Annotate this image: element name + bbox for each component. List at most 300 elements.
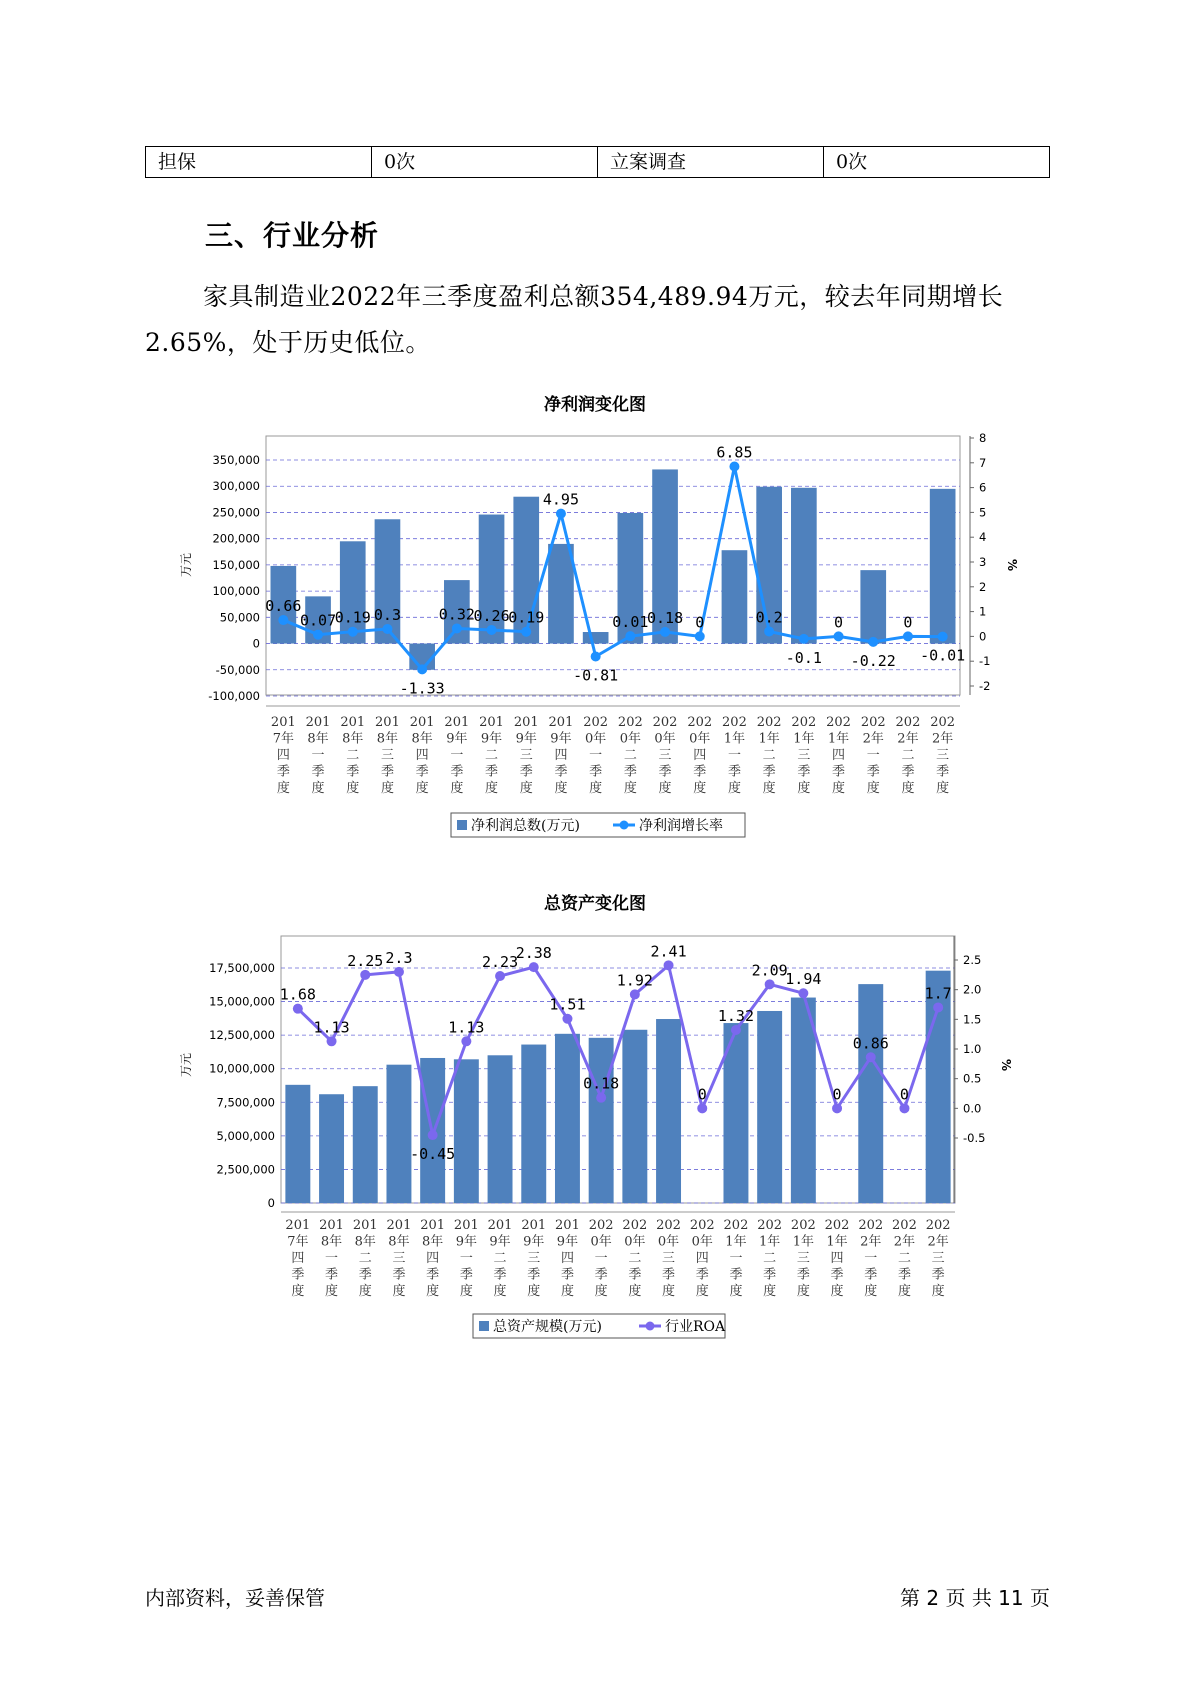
line-point	[868, 637, 878, 647]
x-tick-label-line: 201	[521, 1218, 547, 1233]
bar	[285, 1085, 310, 1203]
x-tick-label-line: 度	[554, 781, 568, 796]
x-tick-label-line: 8年	[388, 1234, 410, 1250]
data-label: 0	[834, 613, 844, 632]
x-tick-label-line: 8年	[342, 731, 364, 747]
bar	[589, 1038, 614, 1203]
x-tick-label-line: 9年	[446, 731, 468, 747]
data-label: 1.32	[717, 1007, 755, 1026]
x-tick-label-line: 201	[270, 715, 296, 730]
x-tick-label-line: 度	[459, 1284, 473, 1299]
x-tick-label-line: 度	[866, 781, 880, 796]
x-tick-label-line: 201	[305, 715, 331, 730]
y2-tick-label: 0.5	[963, 1071, 982, 1086]
data-label: 1.92	[616, 971, 653, 990]
x-tick-label-line: 0年	[585, 731, 607, 747]
x-tick-label-line: 0年	[691, 1234, 713, 1250]
x-tick-label-line: 度	[380, 781, 394, 796]
x-tick-label-line: 202	[617, 715, 643, 730]
x-tick-label-line: 度	[931, 1284, 945, 1299]
data-label: 0.32	[438, 605, 475, 624]
legend	[473, 1314, 726, 1338]
net-profit-chart	[0, 390, 1191, 850]
y2-axis-label: %	[1005, 558, 1019, 572]
total-assets-chart	[0, 890, 1191, 1340]
y2-tick-label: 1.5	[963, 1012, 982, 1027]
x-tick-label-line: 0年	[624, 1234, 646, 1250]
x-tick-label-line: 四	[415, 748, 429, 763]
x-tick-label-line: 季	[662, 1267, 676, 1283]
x-tick-label-line: 三	[392, 1251, 406, 1266]
x-tick-label	[306, 715, 331, 796]
y-axis-label: 万元	[179, 552, 193, 578]
x-tick-label-line: 202	[756, 715, 782, 730]
y2-tick-label: 8	[979, 431, 987, 445]
x-tick-label-line: 季	[450, 764, 464, 780]
legend-item-bar: 总资产规模(万元)	[493, 1319, 602, 1335]
x-tick-label-line: 度	[832, 781, 846, 796]
y-tick-label: -100,000	[208, 689, 260, 703]
x-tick-label-line: 四	[832, 748, 846, 763]
x-tick-label-line: 202	[930, 715, 956, 730]
x-tick-label	[353, 1218, 378, 1299]
x-tick-label	[858, 1218, 883, 1299]
x-tick-label	[271, 715, 296, 796]
x-tick-label-line: 二	[358, 1251, 372, 1266]
line-point	[278, 615, 288, 625]
x-tick-label-line: 季	[796, 1267, 810, 1283]
x-tick-label-line: 202	[860, 715, 886, 730]
x-tick-label-line: 季	[866, 764, 880, 780]
x-tick-label-line: 季	[519, 764, 533, 780]
x-tick-label-line: 度	[589, 781, 603, 796]
x-tick-label	[340, 715, 365, 796]
x-tick-label-line: 1年	[725, 1234, 747, 1250]
x-tick-label-line: 202	[790, 1218, 816, 1233]
y2-tick-label: -2	[979, 679, 991, 693]
x-tick-label-line: 度	[658, 781, 672, 796]
x-tick-label-line: 度	[527, 1284, 541, 1299]
y-tick-label: 200,000	[212, 531, 260, 546]
legend-swatch-point	[646, 1322, 655, 1331]
data-label: 0.07	[299, 611, 337, 630]
x-tick-label-line: 9年	[523, 1234, 545, 1250]
x-tick-label	[690, 1218, 715, 1299]
total-assets-chart-svg	[0, 890, 1191, 1340]
legend	[451, 813, 745, 837]
x-tick-label	[653, 715, 678, 796]
x-tick-label	[555, 1218, 580, 1299]
x-tick-label-line: 度	[897, 1284, 911, 1299]
x-tick-label-line: 季	[554, 764, 568, 780]
x-tick-label-line: 202	[824, 1218, 850, 1233]
y-tick-label: 2,500,000	[216, 1162, 275, 1177]
x-tick-label-line: 度	[623, 781, 637, 796]
line-point	[903, 631, 913, 641]
data-label: 0	[903, 613, 913, 632]
y2-tick-label: 4	[979, 530, 987, 545]
y2-axis-label: %	[999, 1058, 1013, 1072]
table-cell: 立案调查	[598, 147, 824, 178]
x-tick-label	[375, 715, 400, 796]
x-tick-label-line: 度	[594, 1284, 608, 1299]
x-tick-label	[656, 1218, 681, 1299]
x-tick-label-line: 度	[830, 1284, 844, 1299]
x-tick-label-line: 三	[662, 1251, 676, 1266]
line-point	[360, 970, 370, 980]
bar	[930, 489, 956, 644]
x-tick-label-line: 季	[830, 1267, 844, 1283]
data-label: 1.7	[924, 984, 952, 1003]
x-tick-label-line: 季	[695, 1267, 709, 1283]
x-tick-label	[420, 1218, 445, 1299]
x-tick-label-line: 季	[693, 764, 707, 780]
x-tick-label	[454, 1218, 479, 1299]
x-tick-label-line: 度	[325, 1284, 339, 1299]
line-point	[596, 1093, 606, 1103]
y2-tick-label: -1	[979, 654, 991, 669]
x-tick-label	[926, 1218, 951, 1299]
x-tick-label-line: 7年	[272, 731, 294, 747]
y-tick-label: 350,000	[212, 453, 260, 467]
line-point	[697, 1103, 707, 1113]
x-tick-label	[410, 715, 435, 796]
x-tick-label-line: 三	[380, 748, 394, 763]
line-point	[899, 1103, 909, 1113]
y-tick-label: 0	[252, 636, 260, 651]
line-point	[866, 1052, 876, 1062]
x-tick-label-line: 8年	[354, 1234, 376, 1250]
x-tick-label	[479, 715, 504, 796]
x-tick-label-line: 201	[513, 715, 539, 730]
x-tick-label-line: 度	[628, 1284, 642, 1299]
x-tick-label-line: 季	[380, 764, 394, 780]
data-label: -0.01	[920, 646, 966, 665]
x-tick-label-line: 四	[554, 748, 568, 763]
x-tick-label-line: 四	[291, 1251, 305, 1266]
x-tick-label	[757, 715, 782, 796]
x-tick-label-line: 季	[276, 764, 290, 780]
x-tick-label-line: 一	[594, 1251, 608, 1266]
line-point	[529, 962, 539, 972]
x-tick-label-line: 1年	[758, 731, 780, 747]
x-tick-label-line: 一	[459, 1251, 473, 1266]
x-tick-label-line: 一	[864, 1251, 878, 1266]
data-label: 1.51	[549, 995, 586, 1014]
x-tick-label-line: 201	[479, 715, 504, 730]
x-tick-label	[791, 715, 816, 796]
line-point	[461, 1036, 471, 1046]
y-tick-label: 50,000	[219, 610, 260, 625]
x-tick-label	[521, 1218, 546, 1299]
data-label: 0.86	[852, 1034, 889, 1053]
data-label: 2.3	[385, 948, 413, 967]
data-label: -0.22	[850, 651, 896, 670]
bar	[548, 544, 574, 644]
x-tick-label-line: 季	[325, 1267, 339, 1283]
x-tick-label-line: 202	[722, 715, 747, 730]
y-tick-label: 12,500,000	[209, 1028, 275, 1043]
x-tick-label-line: 季	[832, 764, 846, 780]
x-tick-label-line: 1年	[792, 1234, 814, 1250]
y2-tick-label: 2.0	[963, 982, 982, 997]
y2-tick-label: 3	[979, 555, 987, 569]
x-tick-label-line: 201	[386, 1218, 412, 1233]
x-tick-label-line: 0年	[654, 731, 676, 747]
x-tick-label-line: 季	[594, 1267, 608, 1283]
x-tick-label	[861, 715, 886, 796]
x-tick-label-line: 一	[729, 1251, 743, 1266]
x-tick-label-line: 度	[797, 781, 811, 796]
line-point	[938, 632, 948, 642]
x-tick-label-line: 201	[548, 715, 574, 730]
x-tick-label-line: 季	[527, 1267, 541, 1283]
line-point	[521, 627, 531, 637]
line-point	[695, 631, 705, 641]
x-tick-label	[622, 1218, 647, 1299]
x-tick-label	[892, 1218, 917, 1299]
x-tick-label-line: 度	[519, 781, 533, 796]
x-tick-label-line: 度	[493, 1284, 507, 1299]
x-tick-label-line: 2年	[932, 731, 954, 747]
legend-swatch-bar	[479, 1321, 489, 1331]
x-tick-label-line: 四	[695, 1251, 709, 1266]
table-cell: 0次	[824, 147, 1050, 178]
line-point	[765, 979, 775, 989]
line-point	[664, 960, 674, 970]
line-point	[417, 664, 427, 674]
x-tick-label-line: 季	[727, 764, 741, 780]
line-point	[834, 631, 844, 641]
data-label: 2.41	[650, 942, 687, 961]
x-tick-label-line: 201	[453, 1218, 479, 1233]
x-tick-label-line: 季	[623, 764, 637, 780]
bar	[386, 1065, 411, 1203]
legend-item-line: 净利润增长率	[639, 818, 723, 834]
x-tick-label-line: 季	[426, 1267, 440, 1283]
data-label: 0.3	[373, 605, 401, 624]
x-tick-label-line: 9年	[515, 731, 537, 747]
y-axis-label: 万元	[179, 1052, 193, 1078]
x-tick-label-line: 二	[623, 748, 637, 763]
x-tick-label	[757, 1218, 782, 1299]
x-tick-label-line: 度	[662, 1284, 676, 1299]
bar	[860, 570, 886, 643]
x-tick-label-line: 四	[426, 1251, 440, 1266]
x-tick-label-line: 季	[931, 1267, 945, 1283]
x-tick-label	[285, 1218, 310, 1299]
line-point	[293, 1004, 303, 1014]
x-tick-label-line: 201	[352, 1218, 378, 1233]
body-paragraph: 家具制造业2022年三季度盈利总额354,489.94万元，较去年同期增长2.65%，处于历史低位。	[145, 282, 1004, 357]
x-tick-label-line: 201	[340, 715, 366, 730]
x-tick-label-line: 度	[291, 1284, 305, 1299]
bar	[488, 1055, 513, 1203]
x-tick-label-line: 季	[864, 1267, 878, 1283]
data-label: 0	[899, 1085, 909, 1104]
line-point	[452, 623, 462, 633]
data-label: 1.94	[785, 970, 822, 989]
line-point	[562, 1014, 572, 1024]
data-label: 0.66	[265, 597, 302, 616]
x-tick-label-line: 季	[493, 1267, 507, 1283]
legend-swatch-bar	[457, 820, 467, 830]
x-tick-label-line: 季	[729, 1267, 743, 1283]
x-tick-label-line: 202	[652, 715, 678, 730]
x-tick-label-line: 季	[762, 764, 776, 780]
x-tick-label-line: 9年	[556, 1234, 579, 1250]
data-label: -0.1	[785, 648, 822, 667]
line-point	[729, 462, 739, 472]
x-tick-label-line: 季	[936, 764, 950, 780]
y2-tick-label: 5	[979, 505, 987, 520]
x-tick-label-line: 季	[560, 1267, 574, 1283]
x-tick-label-line: 季	[346, 764, 360, 780]
x-tick-label-line: 8年	[422, 1234, 444, 1250]
x-tick-label-line: 三	[519, 748, 533, 763]
y-tick-label: 250,000	[212, 505, 260, 520]
data-label: 0.19	[334, 608, 371, 627]
y2-tick-label: 0.0	[963, 1101, 982, 1116]
x-tick-label-line: 度	[695, 1284, 709, 1299]
x-tick-label-line: 2年	[927, 1234, 949, 1250]
x-tick-label	[722, 715, 747, 796]
x-tick-label-line: 9年	[455, 1234, 477, 1250]
x-tick-label	[826, 715, 851, 796]
line-point	[731, 1025, 741, 1035]
y-tick-label: 150,000	[212, 557, 260, 572]
x-tick-label-line: 度	[936, 781, 950, 796]
x-tick-label-line: 二	[901, 748, 915, 763]
line-point	[556, 509, 566, 519]
line-point	[591, 651, 601, 661]
x-tick-label-line: 季	[358, 1267, 372, 1283]
x-tick-label-line: 2年	[893, 1234, 916, 1250]
line-point	[764, 626, 774, 636]
x-tick-label-line: 度	[727, 781, 741, 796]
x-tick-label-line: 二	[346, 748, 360, 763]
bar	[622, 1030, 647, 1203]
legend-item-line: 行业ROA	[665, 1319, 726, 1335]
y-tick-label: 10,000,000	[209, 1061, 275, 1076]
line-point	[428, 1130, 438, 1140]
x-tick-label-line: 度	[864, 1284, 878, 1299]
y-tick-label: 7,500,000	[216, 1095, 275, 1110]
data-label: 2.25	[347, 951, 384, 970]
x-tick-label-line: 季	[415, 764, 429, 780]
x-tick-label-line: 四	[560, 1251, 574, 1266]
x-tick-label-line: 季	[797, 764, 811, 780]
x-tick-label-line: 201	[444, 715, 470, 730]
x-tick-label-line: 度	[693, 781, 707, 796]
x-tick-label-line: 四	[830, 1251, 844, 1266]
x-tick-label-line: 8年	[376, 731, 399, 747]
bar	[521, 1045, 546, 1203]
data-label: 0.2	[755, 608, 783, 627]
x-tick-label	[687, 715, 712, 796]
x-tick-label-line: 9年	[480, 731, 503, 747]
x-tick-label-line: 度	[560, 1284, 574, 1299]
x-tick-label-line: 度	[729, 1284, 743, 1299]
y2-tick-label: 2	[979, 579, 987, 594]
x-tick-label-line: 8年	[411, 731, 433, 747]
x-tick-label-line: 度	[796, 1284, 810, 1299]
x-tick-label-line: 二	[485, 748, 499, 763]
x-tick-label-line: 1年	[827, 731, 850, 747]
x-tick-label-line: 1年	[723, 731, 746, 747]
line-point	[832, 1103, 842, 1113]
line-point	[660, 627, 670, 637]
x-tick-label-line: 0年	[657, 1234, 680, 1250]
data-label: 0.18	[583, 1074, 620, 1093]
line-point	[348, 627, 358, 637]
bar	[757, 1011, 782, 1203]
x-tick-label-line: 1年	[793, 731, 815, 747]
bar	[722, 550, 748, 643]
x-tick-label-line: 度	[311, 781, 325, 796]
x-tick-label-line: 2年	[860, 1234, 882, 1250]
x-tick-label-line: 季	[897, 1267, 911, 1283]
x-tick-label-line: 季	[589, 764, 603, 780]
x-tick-label	[618, 715, 643, 796]
bar	[656, 1019, 681, 1203]
x-tick-label-line: 202	[687, 715, 713, 730]
bar	[454, 1059, 479, 1203]
x-tick-label-line: 202	[892, 1218, 917, 1233]
x-tick-label	[825, 1218, 850, 1299]
x-tick-label-line: 201	[319, 1218, 344, 1233]
x-tick-label-line: 季	[311, 764, 325, 780]
x-tick-label	[549, 715, 574, 796]
y2-tick-label: 6	[979, 480, 987, 495]
x-tick-label-line: 度	[358, 1284, 372, 1299]
data-label: 1.13	[448, 1018, 485, 1037]
data-label: 0.01	[612, 613, 649, 632]
x-tick-label-line: 0年	[619, 731, 641, 747]
line-point	[625, 631, 635, 641]
line-point	[313, 630, 323, 640]
x-tick-label-line: 季	[392, 1267, 406, 1283]
x-tick-label-line: 202	[791, 715, 817, 730]
x-tick-label-line: 202	[826, 715, 851, 730]
data-label: -0.45	[410, 1145, 456, 1164]
table-row	[146, 147, 1050, 178]
x-tick-label-line: 一	[450, 748, 464, 763]
x-tick-label-line: 202	[622, 1218, 648, 1233]
x-tick-label	[724, 1218, 749, 1299]
data-label: 2.09	[751, 961, 788, 980]
x-tick-label-line: 三	[527, 1251, 541, 1266]
x-tick-label-line: 2年	[862, 731, 884, 747]
line-point	[394, 967, 404, 977]
x-tick-label-line: 季	[901, 764, 915, 780]
line-point	[487, 625, 497, 635]
x-tick-label-line: 季	[459, 1267, 473, 1283]
table-cell: 担保	[146, 147, 372, 178]
info-table	[145, 146, 1050, 178]
data-label: 0	[695, 613, 705, 632]
x-tick-label-line: 2年	[897, 731, 919, 747]
data-label: 4.95	[542, 490, 580, 509]
data-label: 0	[697, 1085, 707, 1104]
x-tick-label	[488, 1218, 513, 1299]
x-tick-label-line: 9年	[489, 1234, 511, 1250]
x-tick-label-line: 201	[420, 1218, 446, 1233]
bar	[555, 1034, 580, 1203]
data-label: -0.81	[573, 666, 619, 685]
x-tick-label-line: 202	[925, 1218, 951, 1233]
x-tick-label	[930, 715, 955, 796]
